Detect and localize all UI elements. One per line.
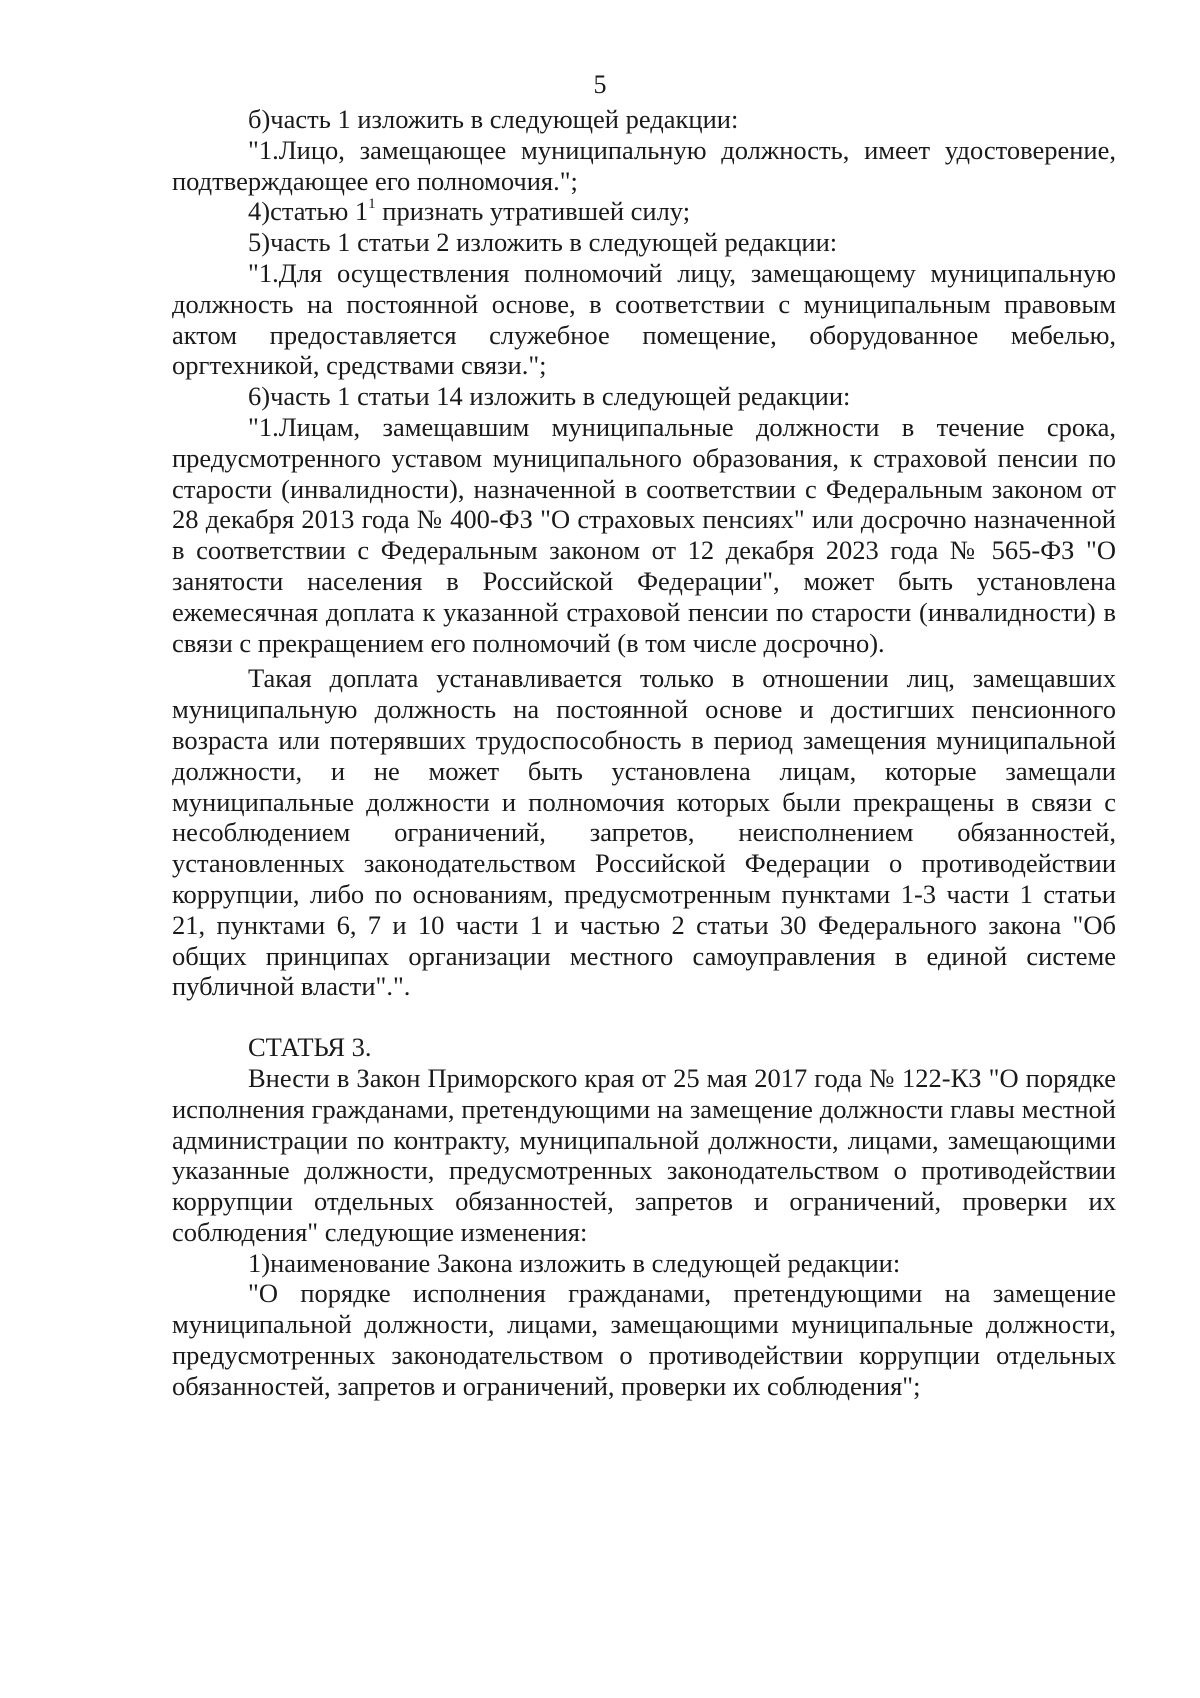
paragraph-item-6: 6)часть 1 статьи 14 изложить в следующей редакции: [248,381,851,412]
page-number: 5 [593,70,607,99]
item-4-text-end: признать утратившей силу; [375,196,691,227]
paragraph-item-4 [172,196,1116,227]
paragraph-quote-4: "О порядке исполнения гражданами, претендующими на замещение муниципальной должности, лицами, замещающими муниципальные должности, предусмотренных законодательством о противодействии коррупции отдельных обязанностей, запретов и ограничений, проверки их соблюдения"; [172,1278,1116,1401]
document-body [172,104,1116,1402]
paragraph-supplement: Такая доплата устанавливается только в отношении лиц, замещавших муниципальную должность на постоянной основе и достигших пенсионного возраста или потерявших трудоспособность в период замещения муниципальной должности, и не может быть установлена лицам, которые замещали муниципальные должности и полномочия которых были прекращены в связи с несоблюдением ограничений, запретов, неисполнением обязанностей, установленных законодательством Российской Федерации о противодействии коррупции, либо по основаниям, предусмотренным пунктами 1-3 части 1 статьи 21, пунктами 6, 7 и 10 части 1 и частью 2 статьи 30 Федерального закона "Об общих принципах организации местного самоуправления в единой системе публичной власти".". [172,663,1116,1002]
paragraph-quote-2: "1.Для осуществления полномочий лицу, замещающему муниципальную должность на постоянной основе, в соответствии с муниципальным правовым актом предоставляется служебное помещение, оборудованное мебелью, оргтехникой, средствами связи."; [172,257,1116,381]
paragraph-item-5: 5)часть 1 статьи 2 изложить в следующей редакции: [248,227,838,258]
paragraph-quote-3: "1.Лицам, замещавшим муниципальные должности в течение срока, предусмотренного уставом муниципального образования, к страховой пенсии по старости (инвалидности), назначенной в соответствии с Федеральным законом от 28 декабря 2013 года № 400-ФЗ "О страховых пенсиях" или досрочно назначенной в соответствии с Федеральным законом от 12 декабря 2023 года № 565-ФЗ "О занятости населения в Российской Федерации", может быть установлена ежемесячная доплата к указанной страховой пенсии по старости (инвалидности) в связи с прекращением его полномочий (в том числе досрочно). [172,411,1116,658]
article-heading: СТАТЬЯ 3. [248,1032,372,1063]
paragraph-amend-intro: Внести в Закон Приморского края от 25 мая 2017 года № 122-КЗ "О порядке исполнения гражданами, претендующими на замещение должности главы местной администрации по контракту, муниципальной должности, лицами, замещающими указанные должности, предусмотренных законодательством о противодействии коррупции отдельных обязанностей, запретов и ограничений, проверки их соблюдения" следующие изменения: [172,1062,1116,1247]
paragraph-quote-1: "1.Лицо, замещающее муниципальную должность, имеет удостоверение, подтверждающее его полномочия."; [172,134,1116,196]
paragraph-item-1: 1)наименование Закона изложить в следующей редакции: [248,1247,901,1278]
paragraph-item-b: б)часть 1 изложить в следующей редакции: [248,104,739,134]
item-4-superscript: 1 [368,195,376,212]
item-4-text: 4)статью 1 [248,196,369,227]
